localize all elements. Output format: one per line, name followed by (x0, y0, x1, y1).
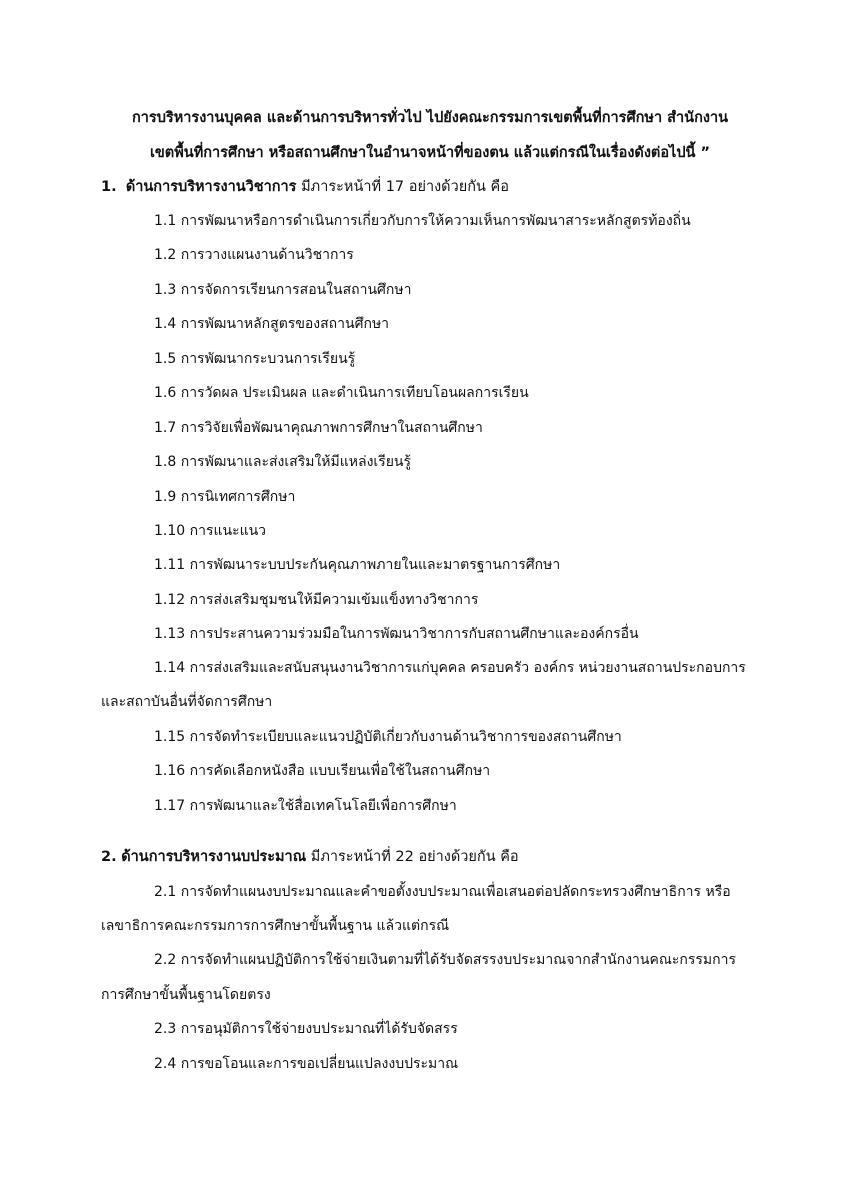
section-2-number: 2. (101, 849, 117, 865)
item-2-4: 2.4 การขอโอนและการขอเปลี่ยนแปลงงบประมาณ (154, 1056, 459, 1072)
item-1-8: 1.8 การพัฒนาและส่งเสริมให้มีแหล่งเรียนรู้ (154, 454, 412, 470)
item-1-14: 1.14 การส่งเสริมและสนับสนุนงานวิชาการแก่บุคคล ครอบครัว องค์กร หน่วยงานสถานประกอบการ (154, 660, 746, 676)
section-1-heading (101, 177, 509, 197)
item-1-16: 1.16 การคัดเลือกหนังสือ แบบเรียนเพื่อใช้ในสถานศึกษา (154, 763, 491, 779)
section-2-heading (101, 847, 519, 867)
section-1-number: 1. (101, 179, 117, 195)
item-1-12: 1.12 การส่งเสริมชุมชนให้มีความเข้มแข็งทางวิชาการ (154, 592, 479, 608)
intro-line-1: การบริหารงานบุคคล และด้านการบริหารทั่วไป ไปยังคณะกรรมการเขตพื้นที่การศึกษา สำนักงาน (132, 110, 728, 126)
item-1-7: 1.7 การวิจัยเพื่อพัฒนาคุณภาพการศึกษาในสถานศึกษา (154, 420, 483, 436)
section-1-title: ด้านการบริหารงานวิชาการ (125, 179, 297, 195)
item-1-9: 1.9 การนิเทศการศึกษา (154, 489, 296, 505)
section-1-suffix: มีภาระหน้าที่ 17 อย่างด้วยกัน คือ (296, 179, 509, 195)
item-1-2: 1.2 การวางแผนงานด้านวิชาการ (154, 247, 354, 263)
item-1-10: 1.10 การแนะแนว (154, 523, 267, 539)
item-1-14-continuation: และสถาบันอื่นที่จัดการศึกษา (101, 694, 273, 710)
section-2-suffix: มีภาระหน้าที่ 22 อย่างด้วยกัน คือ (306, 849, 519, 865)
item-1-15: 1.15 การจัดทำระเบียบและแนวปฏิบัติเกี่ยวกับงานด้านวิชาการของสถานศึกษา (154, 729, 622, 745)
item-1-4: 1.4 การพัฒนาหลักสูตรของสถานศึกษา (154, 316, 390, 332)
item-1-11: 1.11 การพัฒนาระบบประกันคุณภาพภายในและมาตรฐานการศึกษา (154, 557, 561, 573)
item-2-2-continuation: การศึกษาขั้นพื้นฐานโดยตรง (101, 987, 271, 1003)
intro-line-2: เขตพื้นที่การศึกษา หรือสถานศึกษาในอำนาจหน้าที่ของตน แล้วแต่กรณีในเรื่องดังต่อไปนี้ ” (149, 145, 711, 161)
item-1-13: 1.13 การประสานความร่วมมือในการพัฒนาวิชาการกับสถานศึกษาและองค์กรอื่น (154, 626, 639, 642)
item-2-1-continuation: เลขาธิการคณะกรรมการการศึกษาขั้นพื้นฐาน แล้วแต่กรณี (101, 918, 450, 934)
section-2-title: ด้านการบริหารงานบประมาณ (121, 849, 307, 865)
item-2-2: 2.2 การจัดทำแผนปฏิบัติการใช้จ่ายเงินตามที่ได้รับจัดสรรงบประมาณจากสำนักงานคณะกรรมการ (154, 952, 736, 968)
item-2-1: 2.1 การจัดทำแผนงบประมาณและคำขอตั้งงบประมาณเพื่อเสนอต่อปลัดกระทรวงศึกษาธิการ หรือ (154, 884, 731, 900)
item-1-6: 1.6 การวัดผล ประเมินผล และดำเนินการเทียบโอนผลการเรียน (154, 385, 529, 401)
item-1-1: 1.1 การพัฒนาหรือการดำเนินการเกี่ยวกับการให้ความเห็นการพัฒนาสาระหลักสูตรท้องถิ่น (154, 213, 691, 229)
item-2-3: 2.3 การอนุมัติการใช้จ่ายงบประมาณที่ได้รับจัดสรร (154, 1021, 458, 1037)
item-1-17: 1.17 การพัฒนาและใช้สื่อเทคโนโลยีเพื่อการศึกษา (154, 798, 457, 814)
item-1-3: 1.3 การจัดการเรียนการสอนในสถานศึกษา (154, 282, 412, 298)
item-1-5: 1.5 การพัฒนากระบวนการเรียนรู้ (154, 351, 356, 367)
